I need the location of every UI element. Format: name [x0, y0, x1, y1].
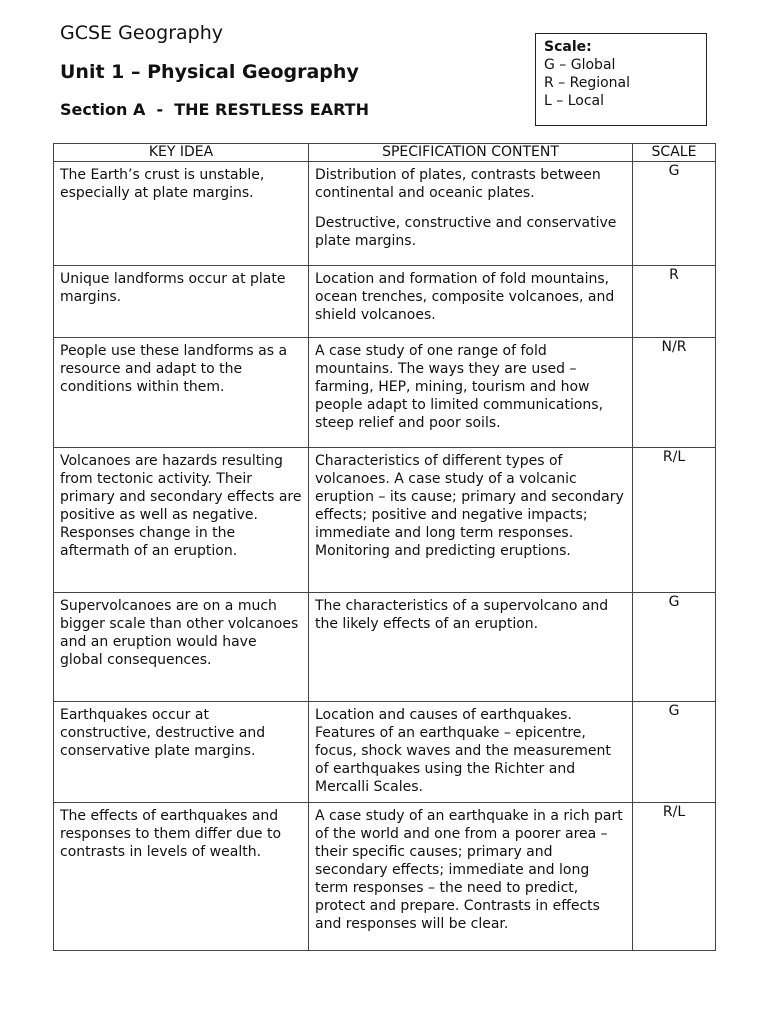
table-row — [54, 448, 716, 593]
scale-legend-item-regional: R – Regional — [544, 75, 631, 91]
course-title: GCSE Geography — [60, 22, 223, 44]
content-cell — [309, 266, 633, 338]
content-cell — [309, 702, 633, 803]
scale-cell: R/L — [633, 803, 716, 951]
specification-table — [53, 143, 716, 951]
scale-cell: G — [633, 702, 716, 803]
scale-legend-item-local: L – Local — [544, 93, 604, 109]
content-cell — [309, 338, 633, 448]
table-row — [54, 162, 716, 266]
content-cell — [309, 448, 633, 593]
scale-legend — [535, 33, 707, 126]
content-paragraph: A case study of one range of fold mountains. The ways they are used – farming, HEP, mining, tourism and how people adapt to limited communications, steep relief and poor soils. — [315, 343, 604, 431]
section-title: Section A - THE RESTLESS EARTH — [60, 100, 369, 119]
content-paragraph: Destructive, constructive and conservative plate margins. — [315, 215, 617, 249]
scale-cell: G — [633, 593, 716, 702]
key-idea-cell: Earthquakes occur at constructive, destructive and conservative plate margins. — [54, 702, 309, 803]
content-cell — [309, 803, 633, 951]
table-row — [54, 803, 716, 951]
content-paragraph: Location and causes of earthquakes. Features of an earthquake – epicentre, focus, shock waves and the measurement of earthquakes using the Richter and Mercalli Scales. — [315, 707, 611, 795]
table-header-row — [54, 144, 716, 162]
scale-legend-title: Scale: — [544, 39, 592, 55]
table-row — [54, 593, 716, 702]
content-paragraph: Distribution of plates, contrasts between continental and oceanic plates. — [315, 167, 601, 201]
scale-legend-item-global: G – Global — [544, 57, 616, 73]
scale-cell: R — [633, 266, 716, 338]
header-specification-content: SPECIFICATION CONTENT — [309, 144, 633, 162]
key-idea-cell: Volcanoes are hazards resulting from tectonic activity. Their primary and secondary effects are positive as well as negative. Responses change in the aftermath of an eruption. — [54, 448, 309, 593]
key-idea-cell: The Earth’s crust is unstable, especially at plate margins. — [54, 162, 309, 266]
scale-cell: N/R — [633, 338, 716, 448]
content-paragraph: Characteristics of different types of volcanoes. A case study of a volcanic eruption – its cause; primary and secondary effects; positive and negative impacts; immediate and long term responses. Monitoring and predicting eruptions. — [315, 453, 624, 559]
header-scale: SCALE — [633, 144, 716, 162]
header-key-idea: KEY IDEA — [54, 144, 309, 162]
scale-cell: G — [633, 162, 716, 266]
table-row — [54, 266, 716, 338]
key-idea-cell: Unique landforms occur at plate margins. — [54, 266, 309, 338]
content-cell — [309, 162, 633, 266]
key-idea-cell: Supervolcanoes are on a much bigger scale than other volcanoes and an eruption would have global consequences. — [54, 593, 309, 702]
table-row — [54, 702, 716, 803]
content-paragraph: Location and formation of fold mountains, ocean trenches, composite volcanoes, and shield volcanoes. — [315, 271, 615, 323]
key-idea-cell: The effects of earthquakes and responses to them differ due to contrasts in levels of wealth. — [54, 803, 309, 951]
content-paragraph: The characteristics of a supervolcano and the likely effects of an eruption. — [315, 598, 609, 632]
content-paragraph: A case study of an earthquake in a rich part of the world and one from a poorer area – their specific causes; primary and secondary effects; immediate and long term responses – the need to predict, protect and prepare. Contrasts in effects and responses will be clear. — [315, 808, 623, 932]
content-cell — [309, 593, 633, 702]
scale-cell: R/L — [633, 448, 716, 593]
key-idea-cell: People use these landforms as a resource and adapt to the conditions within them. — [54, 338, 309, 448]
unit-title: Unit 1 – Physical Geography — [60, 61, 359, 83]
table-row — [54, 338, 716, 448]
